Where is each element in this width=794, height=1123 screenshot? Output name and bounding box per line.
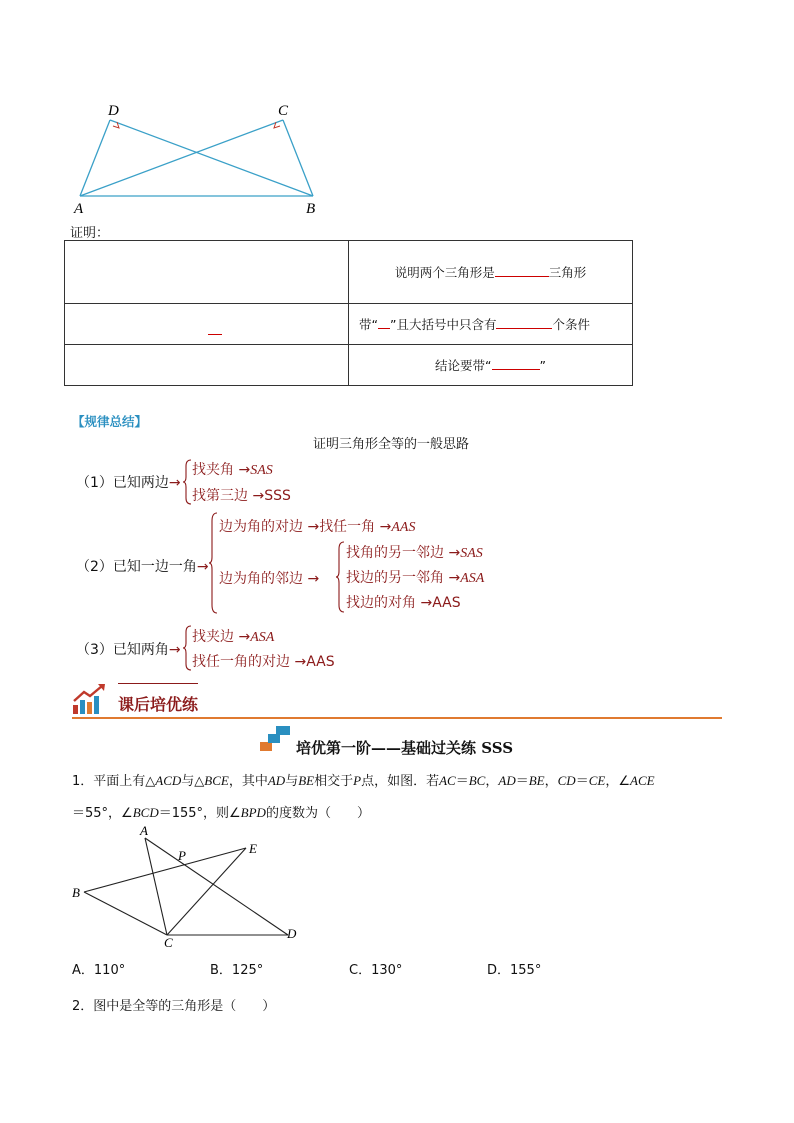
blank-3[interactable] [496, 328, 552, 329]
case2-sub-2: 找边的另一邻角 →ASA [346, 570, 485, 586]
case2-mid: 边为角的邻边 → [219, 571, 320, 587]
proof-hint-1: 说明两个三角形是 三角形 [349, 241, 633, 304]
case2-top: 边为角的对边 →找任一角 →AAS [219, 519, 416, 535]
blank-4[interactable] [492, 369, 540, 370]
blank-1[interactable] [495, 276, 549, 277]
proof-hint-2: 带“ ”且大括号中只含有 个条件 [349, 304, 633, 345]
case2-label: （2）已知一边一角→ [76, 559, 209, 575]
case2-sub-brace [336, 541, 346, 613]
case1-item-1: 找夹角 →SAS [192, 462, 273, 478]
summary-title: 证明三角形全等的一般思路 [313, 437, 470, 452]
label-e: E [249, 841, 257, 856]
label-a: A [140, 823, 148, 838]
blank-2[interactable] [378, 328, 390, 329]
summary-tag: 【规律总结】 [72, 414, 148, 429]
proof-table [64, 240, 633, 386]
q1-option-c[interactable]: C．130° [349, 963, 403, 978]
q1-option-b[interactable]: B．125° [210, 963, 264, 978]
section-subtitle: 培优第一阶——基础过关练 SSS [296, 739, 514, 757]
proof-cell-1[interactable] [65, 241, 349, 304]
proof-label: 证明： [70, 226, 110, 241]
bar-chart-growth-icon [72, 683, 108, 715]
section-title: 课后培优练 [118, 695, 199, 714]
segment-ad [145, 838, 288, 935]
label-d: D [108, 103, 119, 119]
q2-text: 2．图中是全等的三角形是（ ） [72, 999, 276, 1014]
q1-line-2: ＝55°，∠BCD＝155°，则∠BPD的度数为（ ） [72, 805, 370, 821]
case2-brace [209, 512, 219, 614]
segment-bd [110, 120, 313, 196]
segment-ac [80, 120, 283, 196]
q1-option-a[interactable]: A．110° [72, 963, 126, 978]
label-p: P [178, 848, 186, 863]
brace-blank[interactable] [208, 334, 222, 335]
case3-item-1: 找夹边 →ASA [192, 629, 275, 645]
label-a: A [74, 201, 84, 217]
label-b: B [72, 885, 80, 900]
label-d: D [287, 926, 297, 941]
segment-ad [80, 120, 110, 196]
segment-ac [145, 838, 167, 935]
figure-quadrilateral-abcd [60, 90, 340, 220]
segment-bc [283, 120, 313, 196]
segment-bc [84, 892, 167, 935]
label-b: B [306, 201, 316, 217]
q1-option-d[interactable]: D．155° [487, 963, 542, 978]
stairs-icon [258, 725, 294, 753]
case2-sub-1: 找角的另一邻边 →SAS [346, 545, 483, 561]
proof-cell-2[interactable] [65, 304, 349, 345]
case1-label: （1）已知两边→ [76, 475, 181, 491]
section-rule [72, 717, 722, 719]
case3-label: （3）已知两角→ [76, 642, 181, 658]
case1-item-2: 找第三边 →SSS [192, 488, 291, 504]
q1-line-1: 1．平面上有△ACD与△BCE，其中AD与BE相交于P点，如图．若AC＝BC，AD＝BE，CD＝CE，∠ACE [72, 773, 655, 789]
section-title-overline [118, 683, 198, 684]
case2-sub-3: 找边的对角 →AAS [346, 595, 461, 611]
segment-be [84, 848, 246, 892]
label-c: C [278, 103, 289, 119]
proof-hint-3: 结论要带“ ” [349, 345, 633, 386]
case3-item-2: 找任一角的对边 →AAS [192, 654, 335, 670]
q1-figure [66, 822, 316, 952]
proof-cell-3[interactable] [65, 345, 349, 386]
label-c: C [164, 935, 173, 950]
